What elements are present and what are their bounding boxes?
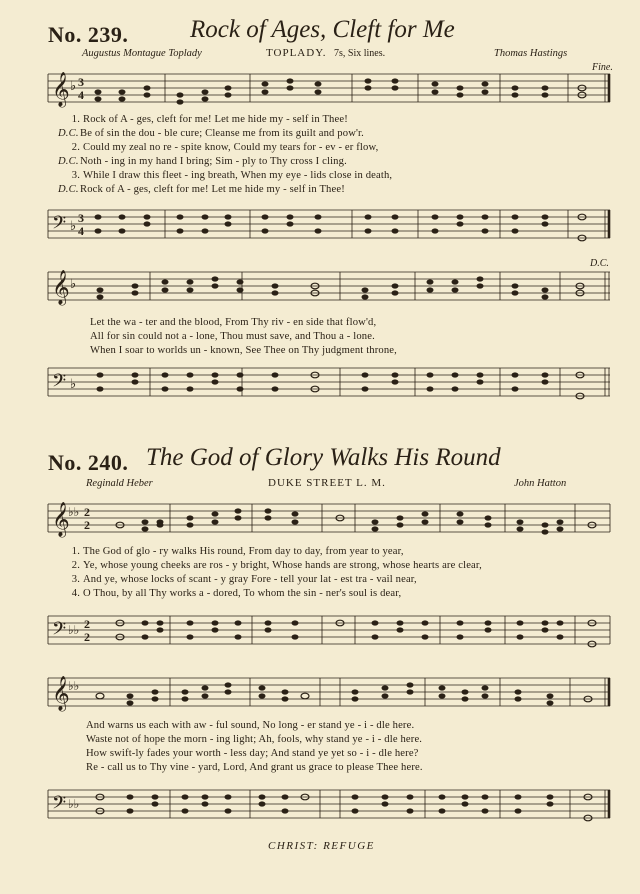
svg-text:3: 3: [78, 211, 84, 225]
time-signature-icon: 3: [78, 75, 84, 89]
hymn-240-composer: John Hatton: [514, 478, 567, 489]
hymn-239-verse-line-6: D.C.Rock of A - ges, cleft for me! Let me hide my - self in Thee!: [58, 184, 345, 195]
svg-text:𝄞: 𝄞: [52, 271, 70, 304]
hymn-239-fine-mark: Fine.: [592, 62, 613, 73]
hymn-240-verse-line-1: 1. The God of glo - ry walks His round, From day to day, from year to year,: [71, 546, 404, 557]
hymn-240-refrain-line-1: And warns us each with aw - ful sound, No long - er stand ye - i - dle here.: [86, 720, 415, 731]
page-footer-topic: CHRIST: REFUGE: [268, 840, 375, 852]
svg-text:♭: ♭: [70, 376, 77, 391]
svg-text:𝄞: 𝄞: [52, 677, 70, 710]
hymn-240-refrain-line-3: How swift-ly fades your worth - less day; And stand ye yet so - i - dle here?: [86, 748, 419, 759]
hymn-240-verse-line-3: 3. And ye, whose locks of scant - y gray Fore - tell your lat - est tra - vail near,: [71, 574, 417, 585]
hymn-240-refrain-line-4: Re - call us to Thy vine - yard, Lord, And grant us grace to please Thee here.: [86, 762, 423, 773]
hymn-239-refrain-line-1: Let the wa - ter and the blood, From Thy riv - en side that flow'd,: [90, 317, 377, 328]
svg-text:2: 2: [84, 617, 90, 631]
hymn-240-author: Reginald Heber: [86, 478, 153, 489]
hymn-240-title: The God of Glory Walks His Round: [146, 444, 501, 471]
svg-text:𝄢: 𝄢: [52, 618, 67, 643]
hymn-239-bass-staff-1: [0, 204, 640, 248]
svg-text:4: 4: [78, 88, 84, 102]
hymn-239-number: No. 239.: [48, 22, 129, 47]
flat-sign-icon: ♭: [70, 78, 77, 93]
hymn-240-treble-staff-1: [0, 500, 640, 540]
hymn-239-author: Augustus Montague Toplady: [82, 48, 202, 59]
svg-text:𝄢: 𝄢: [52, 370, 67, 395]
hymn-240-bass-staff-1: [0, 610, 640, 654]
svg-text:4: 4: [78, 224, 84, 238]
hymn-240-treble-staff-2: [0, 674, 640, 714]
bass-clef-icon: 𝄢: [52, 212, 67, 237]
hymn-240-tune: DUKE STREET L. M.: [268, 477, 386, 489]
svg-text:♭♭: ♭♭: [68, 623, 80, 637]
svg-text:♭♭: ♭♭: [68, 797, 80, 811]
svg-text:𝄢: 𝄢: [52, 792, 67, 817]
hymn-239-dc-mark: D.C.: [590, 258, 609, 269]
hymn-240-number: No. 240.: [48, 450, 129, 475]
hymn-239-bass-staff-2: [0, 362, 640, 406]
treble-clef-icon: 𝄞: [52, 73, 70, 106]
hymn-240-verse-line-4: 4. O Thou, by all Thy works a - dored, To whom the sin - ner's soul is dear,: [71, 588, 402, 599]
svg-text:♭♭: ♭♭: [68, 679, 80, 693]
hymn-239-treble-staff-1: [0, 70, 640, 110]
svg-text:♭♭: ♭♭: [68, 505, 80, 519]
svg-text:2: 2: [84, 630, 90, 644]
hymn-240-verse-line-2: 2. Ye, whose young cheeks are ros - y bright, Whose hands are strong, whose hearts are clear,: [71, 560, 482, 571]
hymn-239-title: Rock of Ages, Cleft for Me: [190, 16, 455, 43]
hymn-239-treble-staff-2: [0, 268, 640, 308]
hymn-239-refrain-line-2: All for sin could not a - lone, Thou must save, and Thou a - lone.: [90, 331, 375, 342]
hymn-239-meter: 7s, Six lines.: [334, 48, 386, 59]
svg-text:♭: ♭: [70, 276, 77, 291]
svg-text:2: 2: [84, 505, 90, 519]
svg-text:𝄞: 𝄞: [52, 503, 70, 536]
hymn-239-verse-line-3: 2. Could my zeal no re - spite know, Could my tears for - ev - er flow,: [71, 142, 379, 153]
hymn-239-refrain-line-3: When I soar to worlds un - known, See Thee on Thy judgment throne,: [90, 345, 397, 356]
svg-text:♭: ♭: [70, 218, 77, 233]
svg-text:2: 2: [84, 518, 90, 532]
hymn-239-tune: TOPLADY.: [266, 47, 327, 59]
hymn-239-composer: Thomas Hastings: [494, 48, 568, 59]
hymn-239-verse-line-1: 1. Rock of A - ges, cleft for me! Let me hide my - self in Thee!: [71, 114, 348, 125]
hymn-240-refrain-line-2: Waste not of hope the morn - ing light; Ah, fools, why stand ye - i - dle here.: [86, 734, 423, 745]
hymn-239-verse-line-4: D.C.Noth - ing in my hand I bring; Sim - ply to Thy cross I cling.: [58, 156, 347, 167]
hymn-239-verse-line-5: 3. While I draw this fleet - ing breath, When my eye - lids close in death,: [71, 170, 393, 181]
hymn-239-verse-line-2: D.C.Be of sin the dou - ble cure; Cleanse me from its guilt and pow'r.: [58, 128, 364, 139]
hymn-240-bass-staff-2: [0, 784, 640, 828]
